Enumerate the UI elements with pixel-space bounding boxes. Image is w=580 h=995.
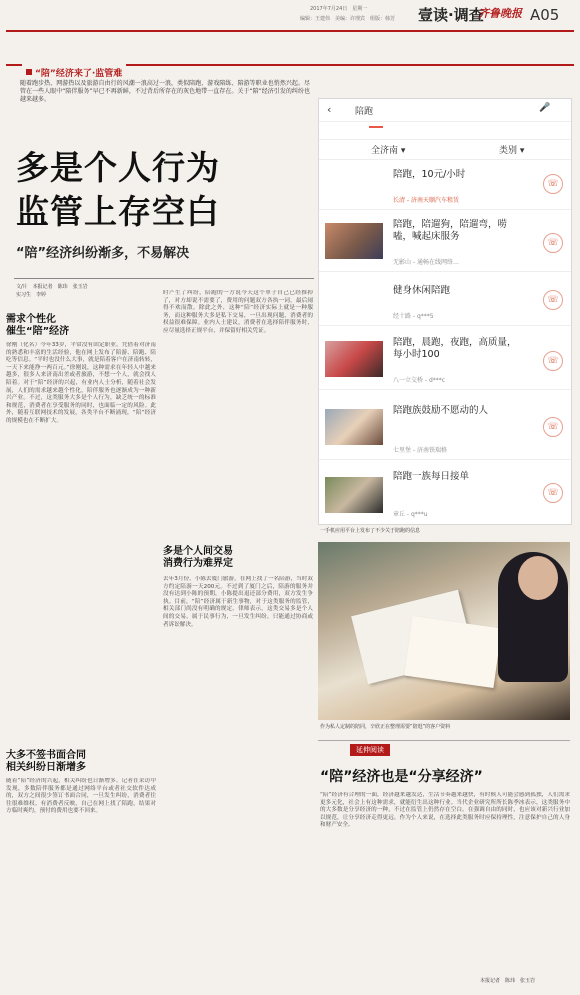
sidebar-tag: 延伸阅读 [350,744,390,756]
tab-strip [319,121,571,140]
list-item[interactable] [319,331,571,390]
section3-title-1: 多是个人间交易 [163,546,233,557]
banner-square-icon [26,69,32,75]
filter-bar [319,139,571,160]
section2-body: 随着“陪”经济的兴起，相关纠纷也日渐增多。记者在采访中发现，多数陪伴服务都是通过网络平台或者社交软件达成的，双方之间很少签订书面合同，一旦发生纠纷，消费者往往很难维权。有消费者反映，自己在网上找了陪跑，结果对方临时爽约，预付的费用也要不回来。 [6,778,156,815]
caption-photo: 作为私人定制的陪同，辛欣正在整理需要“陪逛”的客户资料 [320,724,451,730]
date-line: 2017年7月24日 星期一 [310,6,368,12]
editor-line: 编辑：王建伟 美编：许理宾 组版：韩芳 [300,16,396,22]
headline-line-1: 多是个人行为 [16,148,220,187]
banner [22,61,126,80]
list-item-title: 陪跑，10元/小时 [393,169,466,180]
category-filter[interactable]: 类别 ▾ [499,146,525,156]
list-item-location: 章丘 - q***u [393,511,428,518]
list-item-thumbnail [325,477,383,513]
list-item-location: 长清 - 济南天顺汽车租赁 [393,197,459,204]
banner-label: “陪”经济来了·监管难 [35,69,123,79]
phone-call-icon[interactable]: ☏ [543,417,563,437]
phone-screenshot [318,98,572,525]
sidebar-title: “陪”经济也是“分享经济” [320,769,483,785]
search-query[interactable]: 陪跑 [355,107,374,117]
list-item[interactable] [319,213,571,272]
section1-body: 徐刚（化名）今年33岁，平常没有固定职业，凭借着对济南的熟悉和丰富的生活经验，他在网上发布了陪游、陪跑、陪吃等信息。“平时也没什么大事，就是陪着客户在济南转转，一天下来能挣一两百元。”徐刚说，这种需求在年轻人中越来越多，很多人来济南出差或者旅游，不想一个人，就会找人陪着。对于“陪”经济的兴起，有业内人士分析，随着社会发展，人们的需求越来越个性化，陪伴服务也逐渐成为一种新兴产业。不过，这类服务大多是个人行为，缺乏统一的标准和规范，消费者在享受服务的同时，也面临一定的风险。此外，随着互联网技术的发展，各类平台不断涌现，“陪”经济的规模也在不断扩大。 [6,342,156,424]
masthead-rule [6,30,574,32]
list-item-title: 陪跑，陪遛狗，陪遛弯，唠嗑，喊起床服务 [393,219,508,242]
area-filter[interactable]: 全济南 ▾ [371,146,406,156]
phone-call-icon[interactable]: ☏ [543,351,563,371]
subtitle: “陪”经济纠纷渐多，不易解决 [16,246,190,261]
divider [14,278,314,279]
caption-phone: 一手机应用平台上发布了不少关于陪跑的信息 [320,528,421,534]
phone-call-icon[interactable]: ☏ [543,174,563,194]
list-item-thumbnail [325,223,383,259]
sidebar-body: “陪”经济有合理的一面，经济越来越发达，生活节奏越来越快，有时候人可能会感到孤独，人们需求更多元化，社会上有这种需求，就能衍生出这种行业。当代企业研究所所长陈季冰表示，这类服务中的大多数是分享经济的一种，不过在监管上仍然存在空白。在强调自由的同时，也应该对新兴行业加以规范，让分享经济走得更远。作为个人来说，在选择此类服务时应保持理性，注意保护自己的人身和财产安全。 [320,792,570,829]
list-item-thumbnail [325,341,383,377]
phone-call-icon[interactable]: ☏ [543,290,563,310]
lead-paragraph: 随着跑步热、网游热以及旅游自由行的风潮一浪高过一浪，类似陪跑、游戏陪练、陪游等职业也悄然兴起。尽管在一些人眼中“陪伴服务”早已不再新鲜，不过背后所存在的灰色地带一直存在。关于“陪”经济引发的纠纷也越来越多。 [20,80,310,104]
phone-call-icon[interactable]: ☏ [543,483,563,503]
section3-body: 去年3月份，小陈去厦门旅游，在网上找了一名陪游，当时双方约定陪游一天200元。不过到了厦门之后，陪游的服务并没有达到小陈的预期，小陈提出退还部分费用，双方发生争执。目前，“陪”经济属于新生事物，对于这类服务的监管，相关部门尚没有明确的规定。律师表示，这类交易多是个人间的交易，属于民事行为，一旦发生纠纷，只能通过协商或者诉讼解决。 [163,576,313,628]
microphone-icon[interactable]: 🎤 [539,103,551,113]
list-item[interactable] [319,465,571,523]
section-name: 壹读·调查 [418,6,484,24]
list-item-location: 八一立交桥 - d***c [393,377,446,384]
sidebar-rule [318,740,570,741]
list-item-title: 陪跑，晨跑，夜跑，高质量，每小时100 [393,337,517,360]
area-filter-label: 全济南 [371,146,399,156]
list-item-thumbnail [325,409,383,445]
headline-line-2: 监管上存空白 [16,192,220,231]
byline-2: 实习生 李婷 [16,292,47,298]
section3-title-2: 消费行为难界定 [163,558,233,569]
list-item[interactable] [319,161,571,210]
sidebar-byline: 本报记者 陈玮 张玉岩 [480,978,536,984]
category-filter-label: 类别 [499,146,518,156]
page-number: A05 [530,6,560,24]
list-item[interactable] [319,395,571,460]
byline-1: 文/片 本报记者 陈玮 张玉岩 [16,284,88,290]
back-arrow-icon[interactable]: ‹ [327,103,332,116]
documents-shape [404,616,501,688]
tab-indicator [369,126,383,128]
paper-logo: 齐鲁晚报 [478,7,522,20]
list-item-title: 健身休闲陪跑 [393,285,451,296]
section1-title-1: 需求个性化 [6,314,56,325]
search-bar[interactable] [319,99,571,122]
list-item-location: 七里堡 - 济南铁瑞格 [393,447,447,454]
section1-title-2: 催生“陪”经济 [6,326,70,337]
list-item-location: 无影山 - 通畅在线网络… [393,259,459,266]
list-item[interactable] [319,277,571,326]
section2-title-1: 大多不签书面合同 [6,750,86,761]
list-item-location: 经十路 - q***5 [393,313,434,320]
phone-call-icon[interactable]: ☏ [543,233,563,253]
section2-title-2: 相关纠纷日渐增多 [6,762,86,773]
photo-woman-with-documents [318,542,570,720]
list-item-title: 陪跑一族每日接单 [393,471,470,482]
column2-body: 时产生了纠纷，陪跑的一方说今天这个单子自己已经推掉了，对方却说不需要了，费用的问题双方各执一词，最后闹得不欢而散。除此之外，这种“陪”经济实际上就是一种服务，而这种服务大多是私下交易，一旦出现问题，消费者的权益很难保障。业内人士建议，消费者在选择陪伴服务时，应尽量选择正规平台，并保留好相关凭证。 [163,290,313,334]
list-item-title: 陪跑族鼓励不愿动的人 [393,405,489,416]
person-face [518,556,558,600]
